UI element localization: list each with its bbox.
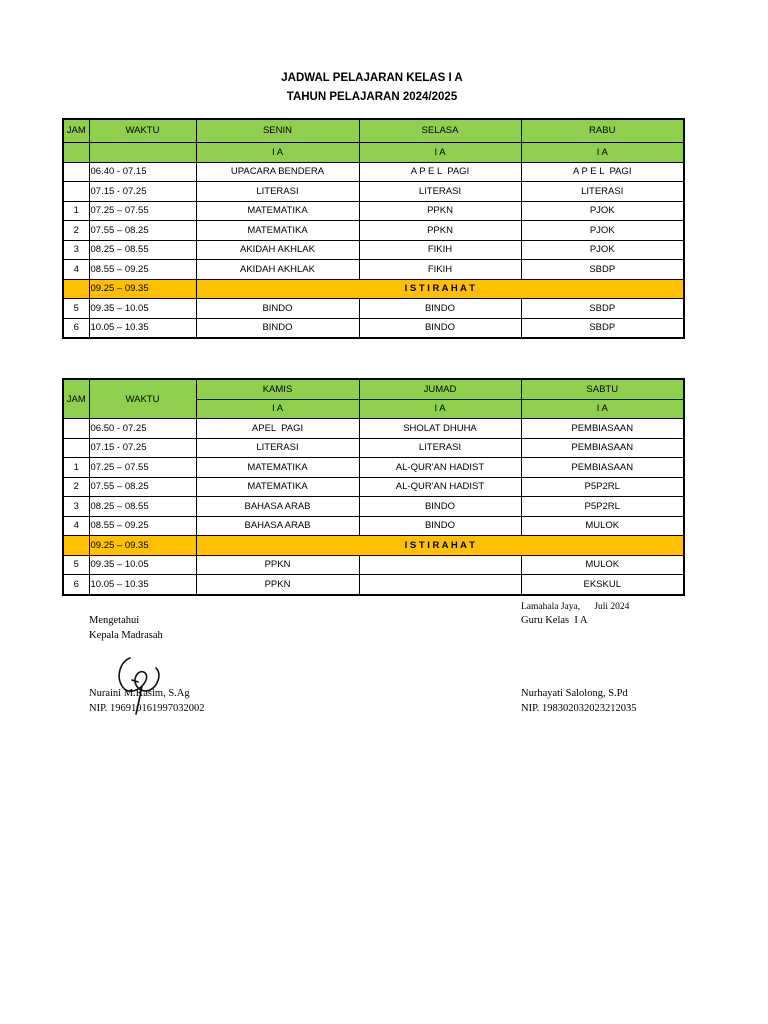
break-row (63, 536, 684, 556)
table-row (63, 299, 684, 319)
class-label: I A (521, 143, 684, 163)
waktu-cell: 07.55 – 08.25 (89, 477, 196, 497)
subject-cell: BINDO (196, 318, 359, 338)
subject-cell: MULOK (521, 555, 684, 575)
break-label: I S T I R A H A T (196, 536, 684, 556)
class-label: I A (521, 399, 684, 419)
waktu-cell: 07.55 – 08.25 (89, 221, 196, 241)
jam-cell (63, 162, 89, 182)
waktu-cell: 08.55 – 09.25 (89, 516, 196, 536)
subject-cell: PJOK (521, 221, 684, 241)
jam-cell: 6 (63, 575, 89, 595)
waktu-cell: 08.25 – 08.55 (89, 240, 196, 260)
subject-cell: SBDP (521, 299, 684, 319)
jam-cell: 4 (63, 260, 89, 280)
jam-cell (63, 279, 89, 299)
place-date: Lamahala Jaya, Juli 2024 (521, 602, 630, 612)
right-role: Guru Kelas I A (521, 615, 588, 626)
day-header-jumad: JUMAD (359, 379, 521, 399)
left-signer-name: Nuraini M.Kasim, S.Ag (89, 688, 190, 699)
subject-cell: AKIDAH AKHLAK (196, 240, 359, 260)
subject-cell: BINDO (359, 516, 521, 536)
table-row (63, 575, 684, 595)
class-label: I A (359, 143, 521, 163)
day-header-sabtu: SABTU (521, 379, 684, 399)
subject-cell: LITERASI (359, 438, 521, 458)
subject-cell: AKIDAH AKHLAK (196, 260, 359, 280)
jam-cell: 3 (63, 240, 89, 260)
subject-cell: BINDO (196, 299, 359, 319)
right-signer-name: Nurhayati Salolong, S.Pd (521, 688, 628, 699)
subject-cell: FIKIH (359, 260, 521, 280)
schedule-table-2 (62, 378, 685, 596)
subject-cell (359, 555, 521, 575)
break-label: I S T I R A H A T (196, 279, 684, 299)
subject-cell: EKSKUL (521, 575, 684, 595)
subject-cell: PJOK (521, 240, 684, 260)
subject-cell: BAHASA ARAB (196, 497, 359, 517)
subject-cell: P5P2RL (521, 477, 684, 497)
subject-cell: SBDP (521, 260, 684, 280)
subject-cell: PPKN (196, 555, 359, 575)
waktu-header: WAKTU (89, 119, 196, 143)
left-signer-nip: NIP. 196910161997032002 (89, 703, 205, 714)
subject-cell: BINDO (359, 299, 521, 319)
subject-cell: MATEMATIKA (196, 458, 359, 478)
subject-cell: MATEMATIKA (196, 201, 359, 221)
class-label: I A (359, 399, 521, 419)
left-role-line2: Kepala Madrasah (89, 630, 163, 641)
right-signer-nip: NIP. 198302032023212035 (521, 703, 637, 714)
waktu-cell: 07.25 – 07.55 (89, 458, 196, 478)
subject-cell: PJOK (521, 201, 684, 221)
jam-cell: 1 (63, 201, 89, 221)
table-row (63, 516, 684, 536)
waktu-cell: 06.40 - 07.15 (89, 162, 196, 182)
table-row (63, 438, 684, 458)
jam-cell (63, 536, 89, 556)
subject-cell: PEMBIASAAN (521, 438, 684, 458)
subject-cell: PEMBIASAAN (521, 458, 684, 478)
subject-cell: BINDO (359, 318, 521, 338)
jam-header: JAM (63, 119, 89, 143)
table-row (63, 477, 684, 497)
subject-cell (359, 575, 521, 595)
subject-cell: UPACARA BENDERA (196, 162, 359, 182)
table-row (63, 419, 684, 439)
subject-cell: FIKIH (359, 240, 521, 260)
jam-cell: 2 (63, 477, 89, 497)
table-row (63, 162, 684, 182)
table-row (63, 260, 684, 280)
jam-cell (63, 143, 89, 163)
jam-cell: 5 (63, 299, 89, 319)
subject-cell: LITERASI (196, 438, 359, 458)
jam-cell: 4 (63, 516, 89, 536)
waktu-cell: 08.55 – 09.25 (89, 260, 196, 280)
subject-cell: LITERASI (359, 182, 521, 202)
table-row (63, 458, 684, 478)
jam-cell: 1 (63, 458, 89, 478)
jam-cell (63, 182, 89, 202)
subject-cell: SHOLAT DHUHA (359, 419, 521, 439)
table-row (63, 221, 684, 241)
table-row (63, 182, 684, 202)
jam-cell: 3 (63, 497, 89, 517)
subject-cell: P5P2RL (521, 497, 684, 517)
table-row (63, 201, 684, 221)
waktu-cell: 09.25 – 09.35 (89, 536, 196, 556)
subject-cell: A P E L PAGI (521, 162, 684, 182)
day-header-selasa: SELASA (359, 119, 521, 143)
class-label: I A (196, 143, 359, 163)
page-title: JADWAL PELAJARAN KELAS I A (281, 72, 463, 84)
waktu-cell: 08.25 – 08.55 (89, 497, 196, 517)
subject-cell: PPKN (359, 221, 521, 241)
schedule-table-1 (62, 118, 685, 339)
jam-cell (63, 438, 89, 458)
jam-cell: 5 (63, 555, 89, 575)
subject-cell: SBDP (521, 318, 684, 338)
table-row (63, 497, 684, 517)
subject-cell: PPKN (196, 575, 359, 595)
subject-cell: LITERASI (521, 182, 684, 202)
subject-cell: MATEMATIKA (196, 477, 359, 497)
subject-cell: LITERASI (196, 182, 359, 202)
waktu-cell: 06.50 - 07.25 (89, 419, 196, 439)
waktu-cell: 07.15 - 07.25 (89, 182, 196, 202)
waktu-cell: 09.25 – 09.35 (89, 279, 196, 299)
table-row (63, 555, 684, 575)
left-role-line1: Mengetahui (89, 615, 140, 626)
day-header-senin: SENIN (196, 119, 359, 143)
jam-cell: 2 (63, 221, 89, 241)
subject-cell: MATEMATIKA (196, 221, 359, 241)
waktu-cell: 09.35 – 10.05 (89, 299, 196, 319)
subject-cell: A P E L PAGI (359, 162, 521, 182)
break-row (63, 279, 684, 299)
jam-cell (63, 419, 89, 439)
subject-cell: PPKN (359, 201, 521, 221)
day-header-kamis: KAMIS (196, 379, 359, 399)
table-row (63, 240, 684, 260)
subject-cell: BAHASA ARAB (196, 516, 359, 536)
table-row (63, 318, 684, 338)
subject-cell: PEMBIASAAN (521, 419, 684, 439)
class-label: I A (196, 399, 359, 419)
jam-cell: 6 (63, 318, 89, 338)
subject-cell: BINDO (359, 497, 521, 517)
waktu-cell: 09.35 – 10.05 (89, 555, 196, 575)
day-header-rabu: RABU (521, 119, 684, 143)
waktu-cell: 10.05 – 10.35 (89, 318, 196, 338)
page-subtitle: TAHUN PELAJARAN 2024/2025 (286, 91, 458, 103)
subject-cell: MULOK (521, 516, 684, 536)
jam-header: JAM (63, 379, 89, 419)
waktu-cell: 07.15 - 07.25 (89, 438, 196, 458)
waktu-cell (89, 143, 196, 163)
waktu-header: WAKTU (89, 379, 196, 419)
subject-cell: AL-QUR'AN HADIST (359, 458, 521, 478)
waktu-cell: 10.05 – 10.35 (89, 575, 196, 595)
subject-cell: APEL PAGI (196, 419, 359, 439)
waktu-cell: 07.25 – 07.55 (89, 201, 196, 221)
subject-cell: AL-QUR'AN HADIST (359, 477, 521, 497)
